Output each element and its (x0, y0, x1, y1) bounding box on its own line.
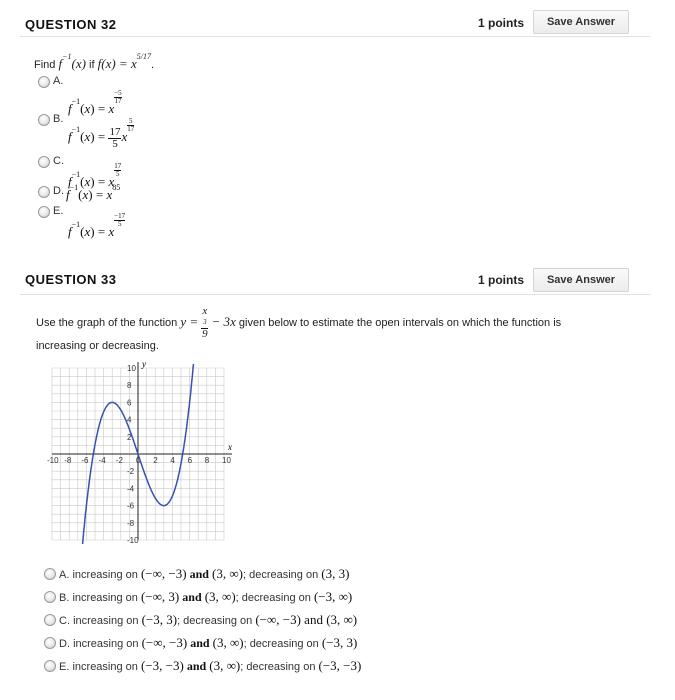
question-header (20, 8, 650, 37)
option-letter: A. (53, 75, 64, 87)
radio-option-e[interactable] (44, 660, 56, 672)
answer-b: $f^{-1}(x)$ = $\frac{17}{5}$ x $\frac{5}{17}$ (68, 117, 135, 150)
y-tick-label: -8 (127, 518, 135, 528)
answer-b: B. increasing on (−∞, 3) and (3, ∞); decreasing on (−3, ∞) (59, 589, 353, 604)
points-label: 1 points (478, 273, 525, 287)
question-33 (20, 262, 650, 692)
radio-option-d[interactable] (38, 186, 50, 198)
question-prompt-line2: increasing or decreasing. (36, 340, 159, 352)
radio-option-a[interactable] (38, 76, 50, 88)
x-tick-label: -2 (115, 456, 123, 465)
answer-e: E. increasing on (−3, −3) and (3, ∞); decreasing on (−3, −3) (59, 658, 362, 673)
x-tick-label: 8 (204, 456, 210, 465)
x-tick-label: 10 (222, 456, 231, 465)
answer-a: $f^{-1}(x) = x$ $\frac{-5}{17}$ (68, 89, 122, 116)
y-tick-label: -6 (127, 501, 135, 511)
question-header (20, 262, 650, 295)
question-prompt: Find $f^{-1}(x)$ if $f(x) = x^{5/17}$. (34, 52, 155, 71)
points-label: 1 points (478, 16, 525, 30)
x-tick-label: -10 (47, 456, 59, 465)
question-prompt: Use the graph of the function y = x 3 9 − 3x given below to estimate the open intervals on which the function is (36, 305, 562, 340)
x-tick-label: 0 (136, 456, 141, 465)
answer-e: $f^{-1}(x) = x$ $\frac{-17}{5}$ (68, 212, 126, 239)
y-tick-label: 10 (127, 364, 136, 373)
option-letter: B. (53, 113, 64, 125)
y-tick-label: -2 (127, 467, 135, 477)
x-axis-label: x (228, 442, 232, 452)
save-answer-button[interactable]: Save Answer (533, 10, 629, 34)
y-tick-label: -10 (127, 536, 139, 545)
x-tick-label: -4 (98, 456, 106, 465)
radio-option-d[interactable] (44, 637, 56, 649)
answer-c: C. increasing on (−3, 3); decreasing on (−∞, −3) and (3, ∞) (59, 612, 358, 627)
x-tick-label: 6 (187, 456, 193, 465)
y-tick-label: 6 (127, 398, 132, 408)
radio-option-c[interactable] (38, 156, 50, 168)
save-answer-button[interactable]: Save Answer (533, 268, 629, 292)
answer-d: $f^{-1}(x) = x^{85}$ (66, 183, 121, 202)
answer-a: A. increasing on (−∞, −3) and (3, ∞); decreasing on (3, 3) (59, 566, 350, 581)
x-tick-label: 2 (153, 456, 158, 465)
y-tick-label: 4 (127, 415, 132, 425)
y-axis-label: y (142, 360, 146, 369)
x-tick-label: -6 (81, 456, 89, 465)
radio-option-a[interactable] (44, 568, 56, 580)
option-letter: D. (53, 185, 64, 197)
radio-option-b[interactable] (38, 114, 50, 126)
x-tick-label: 4 (170, 456, 175, 465)
radio-option-b[interactable] (44, 591, 56, 603)
y-tick-label: 8 (127, 381, 132, 391)
answer-c: $f^{-1}(x) = x$ $\frac{17}{5}$ (68, 162, 122, 189)
question-32 (20, 8, 650, 238)
answer-d: D. increasing on (−∞, −3) and (3, ∞); decreasing on (−3, 3) (59, 635, 358, 650)
question-title: QUESTION 33 (25, 272, 117, 287)
function-graph (40, 360, 250, 550)
y-tick-label: 2 (127, 432, 132, 442)
y-tick-label: -4 (127, 484, 135, 494)
option-letter: C. (53, 155, 64, 167)
x-tick-label: -8 (64, 456, 72, 465)
question-title: QUESTION 32 (25, 17, 117, 32)
radio-option-e[interactable] (38, 206, 50, 218)
radio-option-c[interactable] (44, 614, 56, 626)
graph-axes (52, 362, 232, 540)
option-letter: E. (53, 205, 64, 217)
